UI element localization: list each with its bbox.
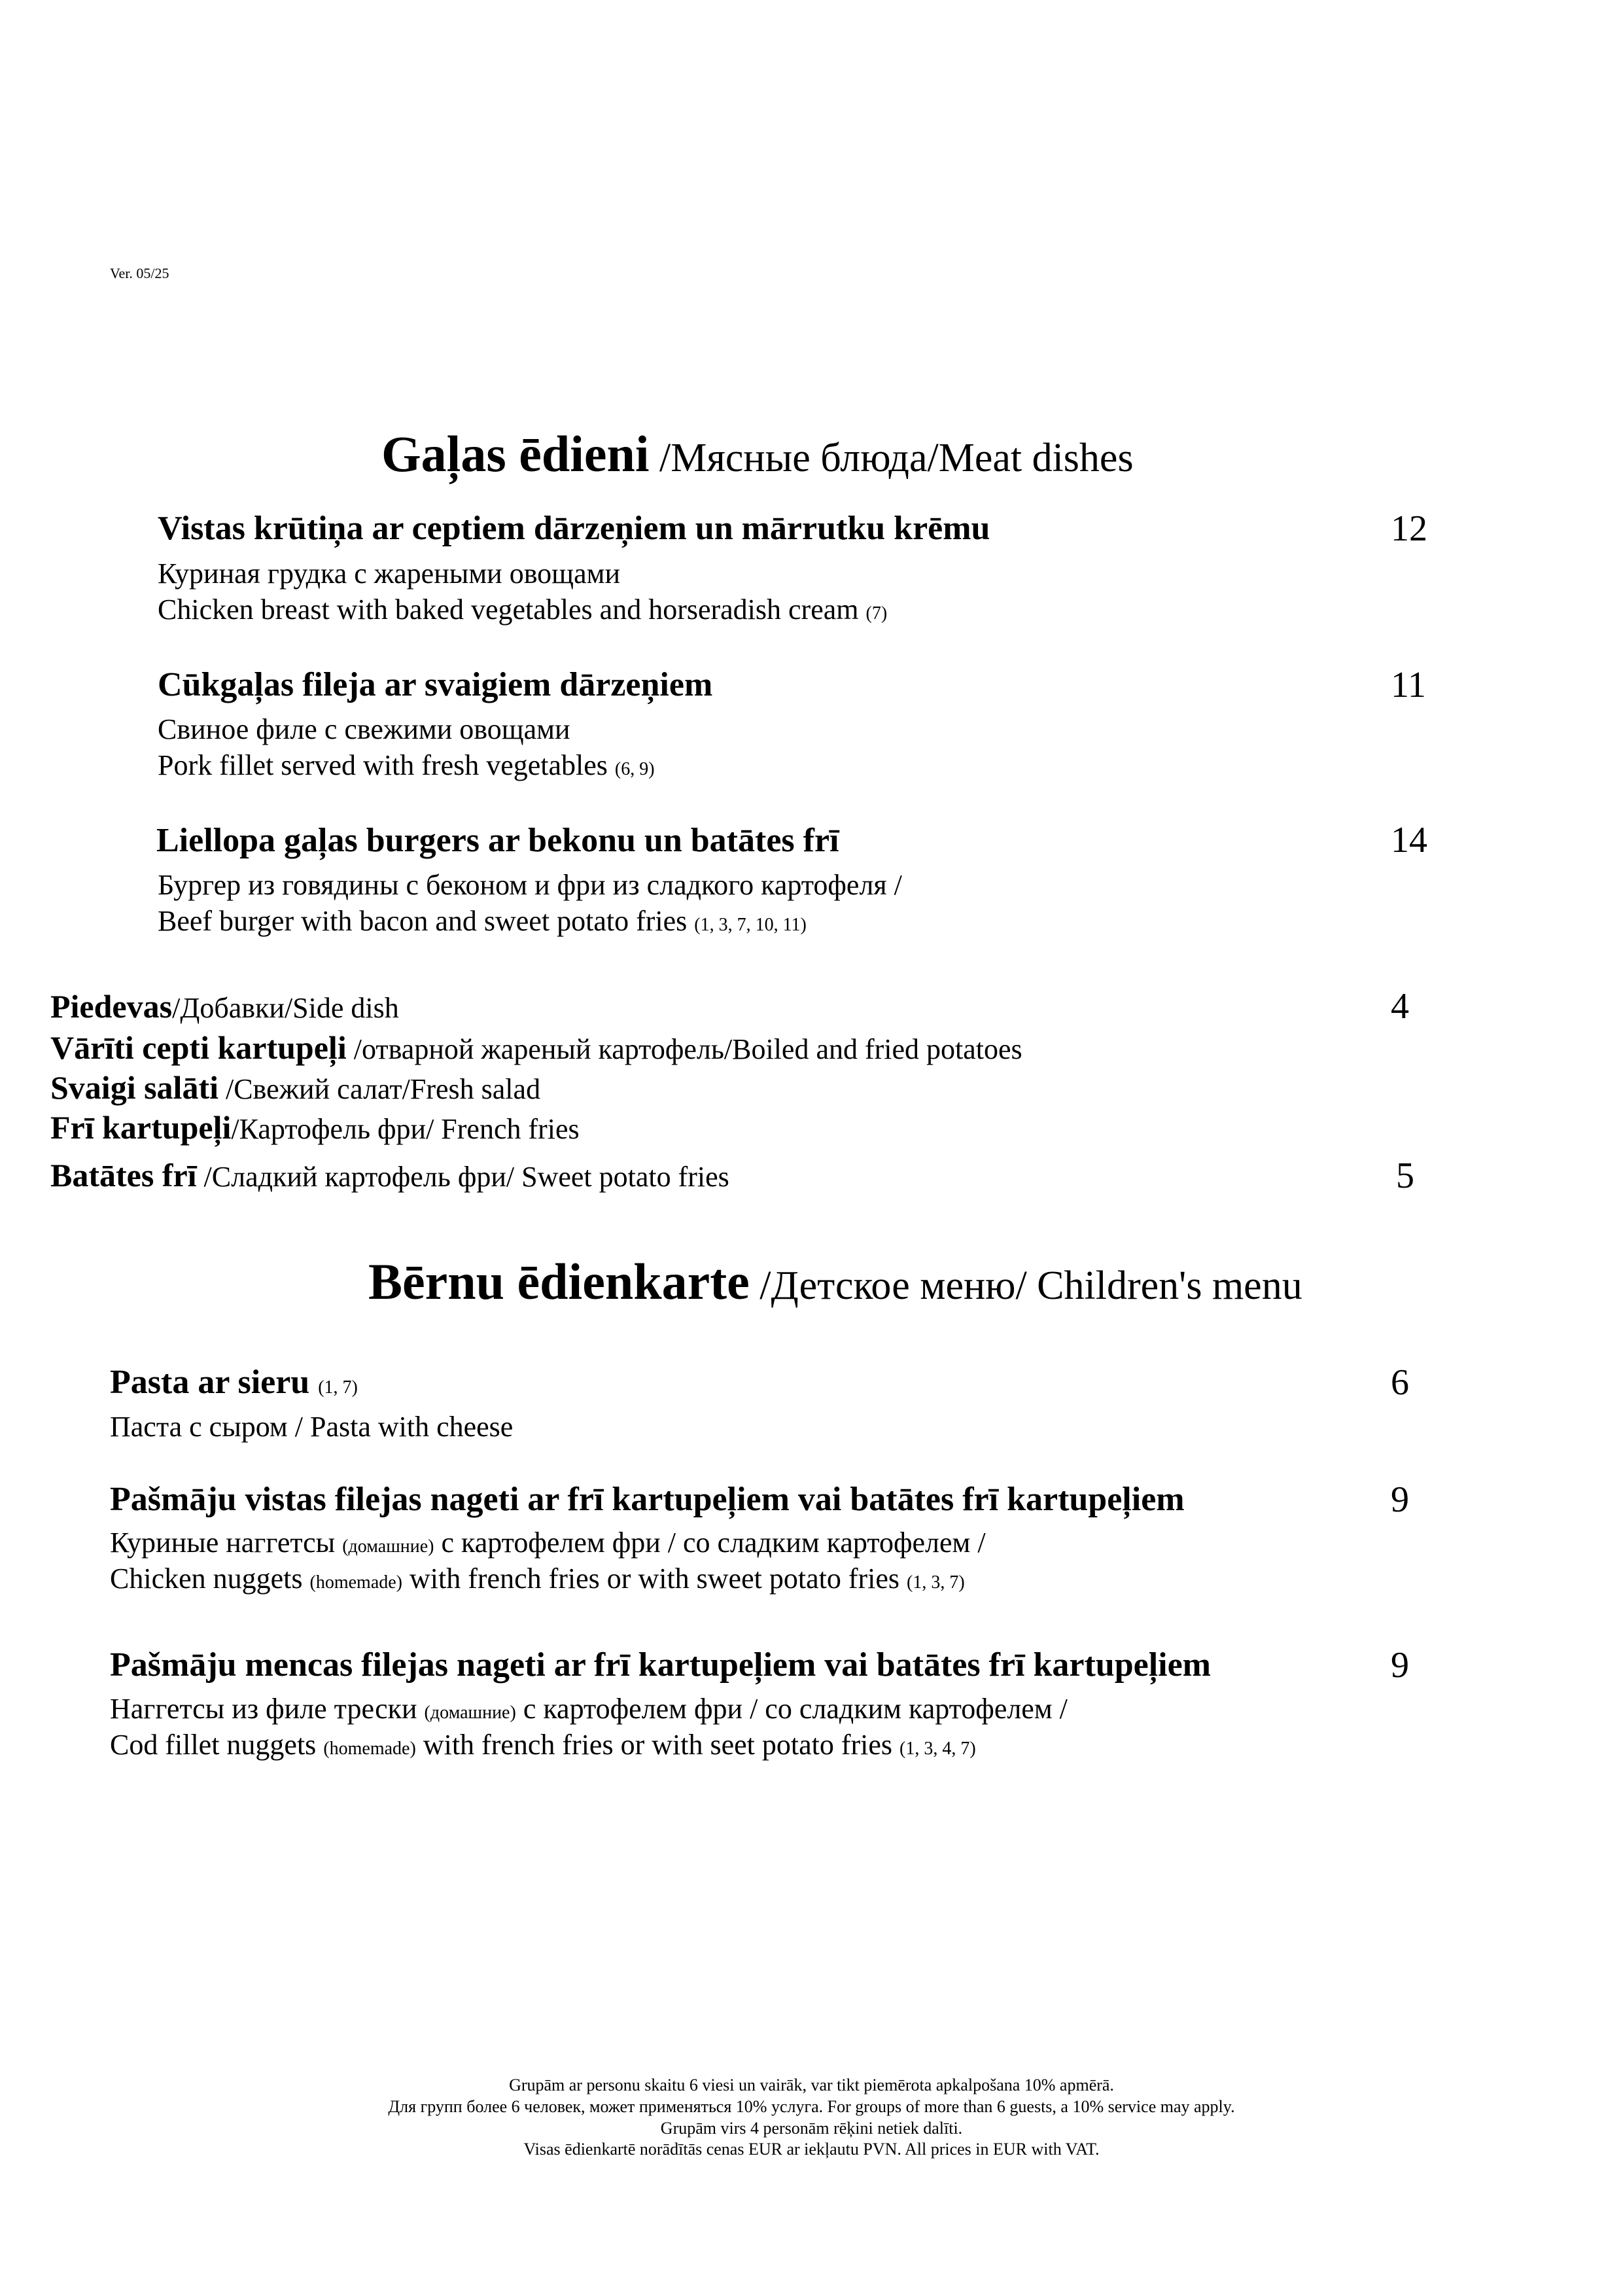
dish-name-line: [110, 1366, 358, 1400]
meat-section-title: [381, 425, 1134, 482]
dish-allergens: (7): [865, 603, 888, 624]
side-price: 4: [1391, 986, 1409, 1027]
meat-subtitle: /Мясные блюда/Meat dishes: [649, 436, 1134, 480]
side-item-lv: Frī kartupeļi: [50, 1109, 232, 1146]
side-item: [50, 1071, 540, 1104]
dish-allergens: (1, 3, 7): [907, 1572, 965, 1593]
dish-ru-note: (домашние): [342, 1536, 434, 1557]
dish-ru-note: (домашние): [424, 1703, 516, 1723]
dish-ru: Куриная грудка с жареными овощами: [158, 557, 620, 590]
dish-price: 14: [1391, 820, 1427, 860]
dish-ru: Бургер из говядины с беконом и фри из сладкого картофеля /: [158, 869, 902, 901]
dish-name: Pasta ar sieru: [110, 1364, 310, 1401]
side-item-lv: Svaigi salāti: [50, 1069, 218, 1106]
meat-title-lv: Gaļas ēdieni: [381, 425, 650, 482]
dish-description: Паста с сыром / Pasta with cheese: [110, 1411, 514, 1443]
dish-en-rest: with french fries or with sweet potato fries: [402, 1563, 907, 1595]
footer-line: Grupām ar personu skaitu 6 viesi un vairāk, var tikt piemērota apkalpošana 10% apmērā.: [509, 2075, 1114, 2094]
footer-line: Grupām virs 4 personām rēķini netiek dalīti.: [660, 2119, 963, 2138]
dish-en-line: [110, 1564, 965, 1593]
dish-price: 11: [1391, 665, 1426, 705]
dish-price: 6: [1391, 1362, 1409, 1403]
dish-en: Pork fillet served with fresh vegetables: [158, 749, 608, 781]
dish-en-note: (homemade): [309, 1572, 403, 1593]
side-item-rest: /отварной жареный картофель/Boiled and fried potatoes: [346, 1033, 1022, 1065]
dish-ru-line: [110, 1528, 986, 1557]
dish-ru: Куриные наггетсы: [110, 1527, 343, 1559]
side-header-rest: /Добавки/Side dish: [172, 992, 399, 1024]
dish-en: Beef burger with bacon and sweet potato fries: [158, 905, 688, 937]
dish-en-line: [158, 595, 887, 624]
dish-en-line: [158, 907, 807, 936]
dish-allergens: (1, 7): [318, 1377, 358, 1398]
dish-en-note: (homemade): [323, 1739, 416, 1759]
dish-ru-rest: с картофелем фри / со сладким картофелем /: [434, 1527, 986, 1559]
dish-ru: Наггетсы из филе трески: [110, 1693, 425, 1725]
side-item-rest: /Сладкий картофель фри/ Sweet potato fries: [196, 1161, 729, 1193]
dish-name: Vistas krūtiņa ar ceptiem dārzeņiem un mārrutku krēmu: [158, 510, 990, 547]
side-item-rest: /Картофель фри/ French fries: [231, 1113, 580, 1145]
dish-ru: Свиное филе с свежими овощами: [158, 713, 570, 745]
side-item: [50, 1031, 1022, 1064]
dish-en: Cod fillet nuggets: [110, 1729, 324, 1761]
dish-price: 9: [1391, 1645, 1409, 1686]
version-label: Ver. 05/25: [110, 265, 169, 281]
side-item-rest: /Свежий салат/Fresh salad: [218, 1073, 541, 1105]
footer-line: Visas ēdienkartē norādītās cenas EUR ar iekļautu PVN. All prices in EUR with VAT.: [523, 2140, 1100, 2159]
dish-ru-line: [110, 1695, 1068, 1723]
dish-en-rest: with french fries or with seet potato fries: [415, 1729, 900, 1761]
dish-price: 12: [1391, 508, 1427, 549]
dish-allergens: (6, 9): [614, 759, 655, 779]
side-item: [50, 1111, 580, 1144]
side-header-lv: Piedevas: [50, 988, 173, 1025]
dish-allergens: (1, 3, 4, 7): [899, 1739, 976, 1759]
side-header: [50, 990, 399, 1023]
dish-name: Cūkgaļas fileja ar svaigiem dārzeņiem: [158, 666, 713, 703]
dish-allergens: (1, 3, 7, 10, 11): [694, 915, 807, 935]
side-item-lv: Vārīti cepti kartupeļi: [50, 1029, 347, 1066]
kids-title-lv: Bērnu ēdienkarte: [368, 1253, 750, 1310]
kids-subtitle: /Детское меню/ Children's menu: [749, 1263, 1302, 1308]
side-item: [50, 1159, 729, 1192]
side-item-lv: Batātes frī: [50, 1157, 197, 1193]
dish-name: Pašmāju vistas filejas nageti ar frī kartupeļiem vai batātes frī kartupeļiem: [110, 1481, 1185, 1518]
kids-section-title: [368, 1253, 1302, 1310]
dish-en-line: [110, 1731, 976, 1759]
footer-line: Для групп более 6 человек, может применяться 10% услуга. For groups of more than 6 guests, a 10% service may apply.: [388, 2097, 1235, 2116]
dish-en-line: [158, 751, 655, 780]
dish-en: Chicken nuggets: [110, 1563, 310, 1595]
dish-en: Chicken breast with baked vegetables and horseradish cream: [158, 593, 859, 626]
dish-price: 9: [1391, 1479, 1409, 1520]
dish-name: Pašmāju mencas filejas nageti ar frī kartupeļiem vai batātes frī kartupeļiem: [110, 1646, 1211, 1684]
dish-ru-rest: с картофелем фри / со сладким картофелем /: [515, 1693, 1068, 1725]
dish-name: Liellopa gaļas burgers ar bekonu un batātes frī: [156, 822, 839, 859]
side-price: 5: [1396, 1156, 1414, 1196]
